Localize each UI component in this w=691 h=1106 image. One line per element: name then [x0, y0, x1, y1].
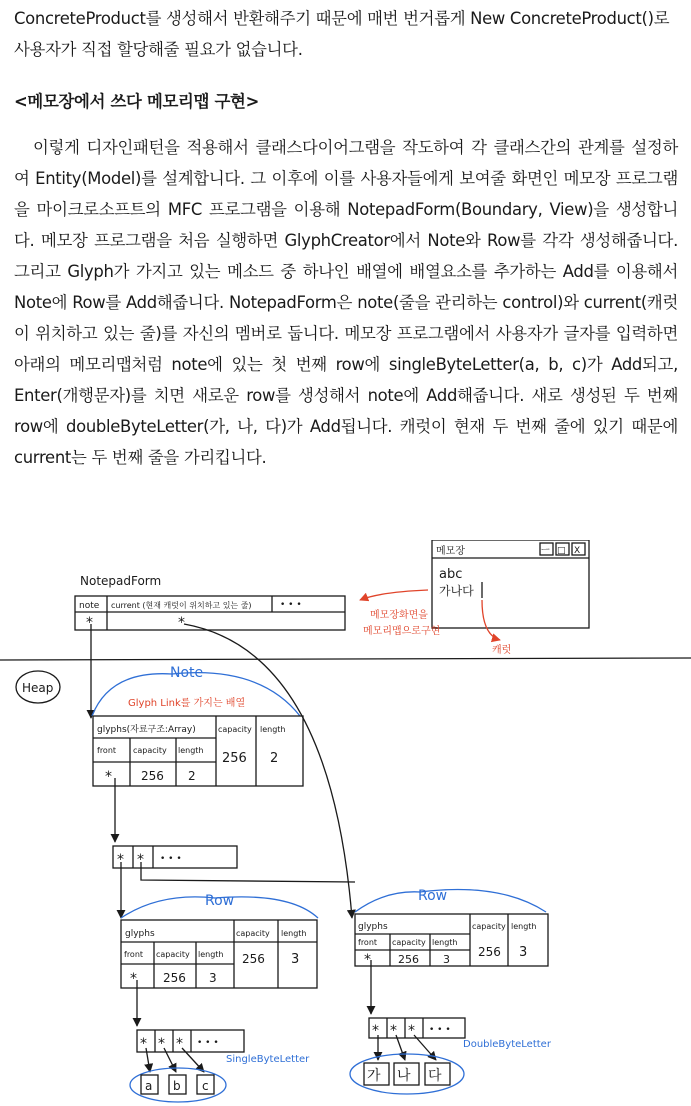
row1-inner-length-label: length: [198, 950, 224, 959]
row1-array-cell-2: *: [158, 1036, 165, 1052]
letter-na: 나: [397, 1068, 411, 1084]
heap-divider: [0, 658, 691, 660]
row1-length: 3: [291, 952, 300, 967]
notepadform-dots: • • •: [280, 600, 302, 610]
memory-map-note-1: 메모장화면을: [370, 610, 428, 621]
row2-glyphs-label: glyphs: [358, 922, 388, 932]
note-pointer: *: [86, 615, 93, 631]
letter-a: a: [145, 1079, 153, 1093]
row1-array-cell-1: *: [140, 1036, 147, 1052]
note-length-label: length: [260, 725, 286, 734]
row1-inner-capacity: 256: [163, 971, 186, 985]
notepadform-title: NotepadForm: [80, 574, 162, 588]
current-arrow: [184, 624, 352, 918]
row2-capacity-label: capacity: [472, 922, 506, 931]
close-icon: X: [574, 546, 581, 556]
note-inner-capacity: 256: [141, 769, 164, 783]
row1-front-pointer: *: [130, 971, 137, 987]
window-title: 메모장: [436, 546, 465, 557]
row1-glyphs-label: glyphs: [125, 929, 155, 939]
minimize-icon: ㅡ: [541, 546, 550, 556]
window-line-2: 가나다: [439, 584, 474, 598]
letter-c: c: [202, 1079, 209, 1093]
caret-label: 캐럿: [492, 645, 512, 656]
intro-paragraph: ConcreteProduct를 생성해서 반환해주기 때문에 매번 번거롭게 New ConcreteProduct()로 사용자가 직접 할당해줄 필요가 없습니다.: [14, 9, 670, 59]
note-array-cell-2: *: [137, 852, 144, 868]
letter-b: b: [173, 1079, 181, 1093]
note-capacity-label: capacity: [218, 725, 252, 734]
row1-front-label: front: [124, 950, 144, 959]
row1-capacity: 256: [242, 952, 265, 966]
note-front-pointer: *: [105, 769, 112, 785]
note-annotation: Glyph Link를 가지는 배열: [128, 698, 246, 709]
letter-da: 다: [428, 1068, 442, 1084]
single-letter-label: SingleByteLetter: [226, 1054, 310, 1065]
row2-inner-capacity-label: capacity: [392, 938, 426, 947]
row2-pointer-line: [141, 862, 355, 882]
row2-arc: [355, 890, 546, 913]
row1-inner-capacity-label: capacity: [156, 950, 190, 959]
row2-array-cell-2: *: [390, 1023, 397, 1039]
row1-title: Row: [205, 893, 235, 909]
letter-ga: 가: [367, 1068, 381, 1084]
note-front-label: front: [97, 746, 117, 755]
note-title: Note: [170, 665, 204, 681]
row2-title: Row: [418, 888, 448, 904]
row2-arrow-2: [396, 1035, 405, 1060]
row1-capacity-label: capacity: [236, 929, 270, 938]
row1-array-dots: • • •: [197, 1038, 219, 1048]
memory-map-note-2: 메모리맵으로구현: [363, 626, 441, 637]
row2-inner-length-label: length: [432, 938, 458, 947]
row2-capacity: 256: [478, 945, 501, 959]
note-field: note: [79, 601, 100, 611]
note-inner-length-label: length: [178, 746, 204, 755]
row1-array: [137, 1030, 244, 1052]
note-array-cell-1: *: [117, 852, 124, 868]
memory-map-diagram: [0, 540, 691, 1106]
note-glyphs-label: glyphs(자료구조:Array): [97, 725, 196, 735]
section-heading: <메모장에서 쓰다 메모리맵 구현>: [14, 92, 260, 111]
row1-array-cell-3: *: [176, 1036, 183, 1052]
row2-length-label: length: [511, 922, 537, 931]
note-inner-capacity-label: capacity: [133, 746, 167, 755]
heap-label: Heap: [22, 681, 54, 695]
row2-front-label: front: [358, 938, 378, 947]
row2-array-cell-3: *: [408, 1023, 415, 1039]
window-to-map-arrow: [360, 590, 428, 600]
maximize-icon: □: [557, 546, 566, 556]
current-pointer: *: [178, 615, 185, 631]
row2-front-pointer: *: [364, 952, 371, 968]
row1-inner-length: 3: [209, 971, 217, 985]
current-field: current (현재 캐럿이 위치하고 있는 줄): [111, 601, 252, 610]
note-array-dots: • • •: [160, 854, 182, 864]
row2-array-cell-1: *: [372, 1023, 379, 1039]
note-inner-length: 2: [188, 769, 196, 783]
caret-arrow: [482, 600, 500, 640]
row2-length: 3: [519, 945, 528, 960]
row2-inner-length: 3: [443, 953, 450, 966]
double-letter-label: DoubleByteLetter: [463, 1039, 551, 1050]
note-length: 2: [270, 751, 279, 766]
row1-length-label: length: [281, 929, 307, 938]
row2-inner-capacity: 256: [398, 953, 419, 966]
note-capacity: 256: [222, 751, 247, 766]
window-line-1: abc: [439, 567, 463, 582]
row2-array-dots: • • •: [429, 1025, 451, 1035]
body-paragraph: 이렇게 디자인패턴을 적용해서 클래스다이어그램을 작도하여 각 클래스간의 관계를 설정하여 Entity(Model)를 설계합니다. 그 이후에 이를 사용자들에게 보여줄 화면인 메모장 프로그램을 마이크로소프트의 MFC 프로그램을 이용해 NotepadForm(Boundary, View)을 생성합니다. 메모장 프로그램을 처음 실행하면 GlyphCreator에서 Note와 Row를 각각 생성해줍니다. 그리고 Glyph가 가지고 있는 메소드 중 하나인 배열에 배열요소를 추가하는 Add를 이용해서 Note에 Row를 Add해줍니다. NotepadForm은 note(줄을 관리하는 control)와 current(캐럿이 위치하고 있는 줄)를 자신의 멤버로 둡니다. 메모장 프로그램에서 사용자가 글자를 입력하면 아래의 메모리맵처럼 note에 있는 첫 번째 row에 singleByteLetter(a, b, c)가 Add되고, Enter(개행문자)를 치면 새로운 row를 생성해서 note에 Add해줍니다. 새로 생성된 두 번째 row에 doubleByteLetter(가, 나, 다)가 Add됩니다. 캐럿이 현재 두 번째 줄에 있기 때문에 current는 두 번째 줄을 가리킵니다.: [14, 138, 678, 467]
